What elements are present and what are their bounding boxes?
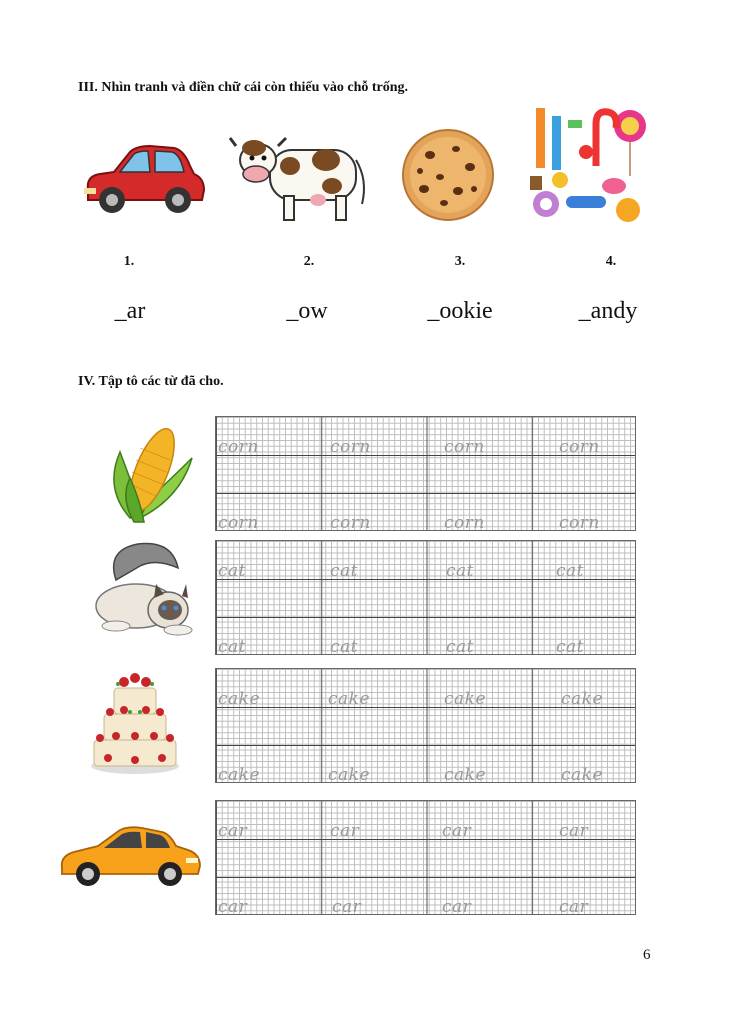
trace-word: cake (328, 689, 371, 709)
trace-word: car (442, 821, 472, 841)
trace-word: car (559, 897, 589, 917)
trace-word: corn (444, 513, 485, 533)
trace-word: cake (218, 689, 261, 709)
trace-word: corn (559, 513, 600, 533)
trace-word: cat (446, 561, 474, 581)
corn-icon (100, 418, 196, 526)
item-number-1: 1. (123, 254, 135, 269)
fill-word-1: _ar (114, 298, 146, 324)
trace-word: car (218, 821, 248, 841)
trace-word: corn (444, 437, 485, 457)
tracing-grid-cat (215, 540, 636, 655)
tracing-grid-car (215, 800, 636, 915)
trace-word: corn (218, 437, 259, 457)
trace-word: cat (446, 637, 474, 657)
candy-icon (526, 106, 648, 224)
trace-word: cat (330, 561, 358, 581)
trace-word: cake (561, 689, 604, 709)
trace-word: car (442, 897, 472, 917)
guide-line (216, 617, 635, 618)
trace-word: corn (330, 513, 371, 533)
trace-word: car (332, 897, 362, 917)
cow-icon (228, 130, 370, 226)
fill-word-4: _andy (578, 298, 638, 324)
cat-icon (86, 540, 198, 640)
trace-word: car (330, 821, 360, 841)
page-number: 6 (643, 947, 651, 963)
section4-heading: IV. Tập tô các từ đã cho. (78, 374, 224, 389)
fill-word-2: _ow (286, 298, 328, 324)
red-car-icon (80, 140, 208, 218)
trace-word: corn (218, 513, 259, 533)
item-number-2: 2. (303, 254, 315, 269)
item-number-4: 4. (605, 254, 617, 269)
item-number-3: 3. (454, 254, 466, 269)
tracing-grid-corn (215, 416, 636, 531)
tracing-grid-cake (215, 668, 636, 783)
guide-line (216, 877, 635, 878)
trace-word: corn (330, 437, 371, 457)
fill-word-3: _ookie (427, 298, 493, 324)
trace-word: corn (559, 437, 600, 457)
guide-line (216, 745, 635, 746)
trace-word: cat (330, 637, 358, 657)
trace-word: cake (444, 765, 487, 785)
trace-word: cake (561, 765, 604, 785)
trace-word: car (559, 821, 589, 841)
guide-line (216, 493, 635, 494)
section3-heading: III. Nhìn tranh và điền chữ cái còn thiếu vào chỗ trống. (78, 80, 409, 95)
trace-word: cat (556, 561, 584, 581)
trace-word: cake (444, 689, 487, 709)
trace-word: cat (218, 637, 246, 657)
orange-car-icon (58, 822, 202, 892)
trace-word: car (218, 897, 248, 917)
trace-word: cat (556, 637, 584, 657)
trace-word: cake (328, 765, 371, 785)
trace-word: cake (218, 765, 261, 785)
trace-word: cat (218, 561, 246, 581)
cookie-icon (400, 127, 496, 223)
cake-icon (88, 668, 182, 776)
